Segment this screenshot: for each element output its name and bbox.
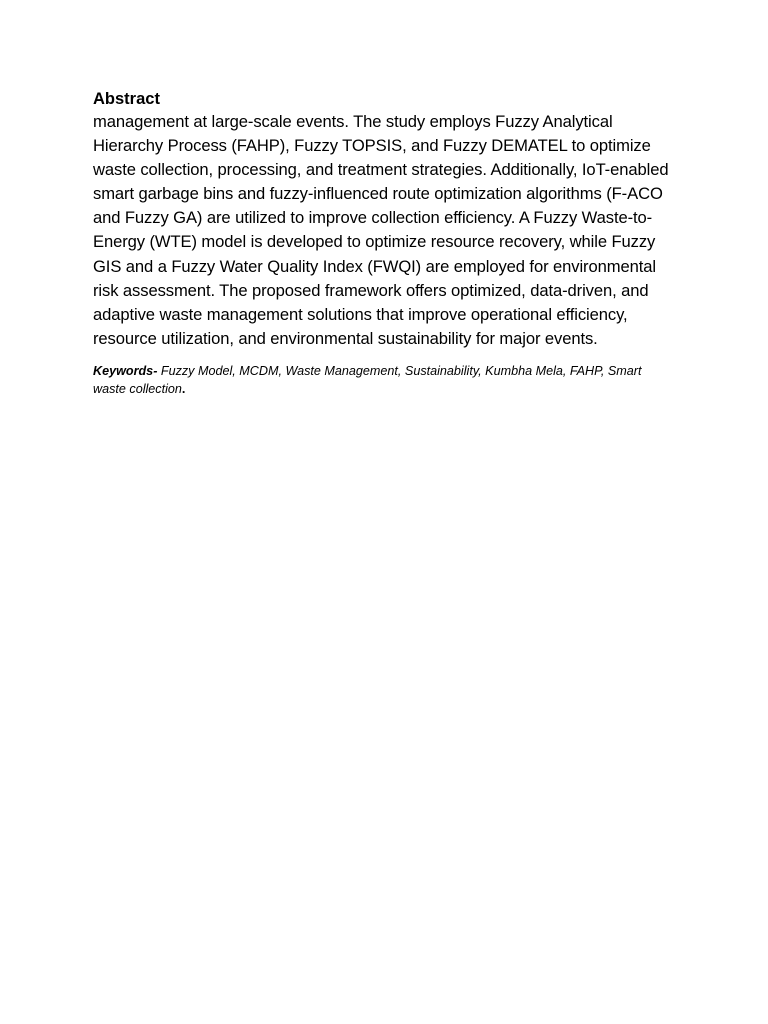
keywords-line xyxy=(93,362,675,398)
abstract-heading: Abstract xyxy=(93,90,160,108)
keywords-label: Keywords- xyxy=(93,363,158,378)
document-page xyxy=(93,88,675,398)
abstract-body: management at large-scale events. The study employs Fuzzy Analytical Hierarchy Process (FAHP), Fuzzy TOPSIS, and Fuzzy DEMATEL to optimize waste collection, processing, and treatment strategies. Additionally, IoT-enabled smart garbage bins and fuzzy-influenced route optimization algorithms (F-ACO and Fuzzy GA) are utilized to improve collection efficiency. A Fuzzy Waste-to-Energy (WTE) model is developed to optimize resource recovery, while Fuzzy GIS and a Fuzzy Water Quality Index (FWQI) are employed for environmental risk assessment. The proposed framework offers optimized, data-driven, and adaptive waste management solutions that improve operational efficiency, resource utilization, and environmental sustainability for major events. xyxy=(93,112,669,348)
keywords-end: . xyxy=(181,381,186,396)
keywords-list: Fuzzy Model, MCDM, Waste Management, Sustainability, Kumbha Mela, FAHP, Smart waste collection xyxy=(93,363,642,396)
